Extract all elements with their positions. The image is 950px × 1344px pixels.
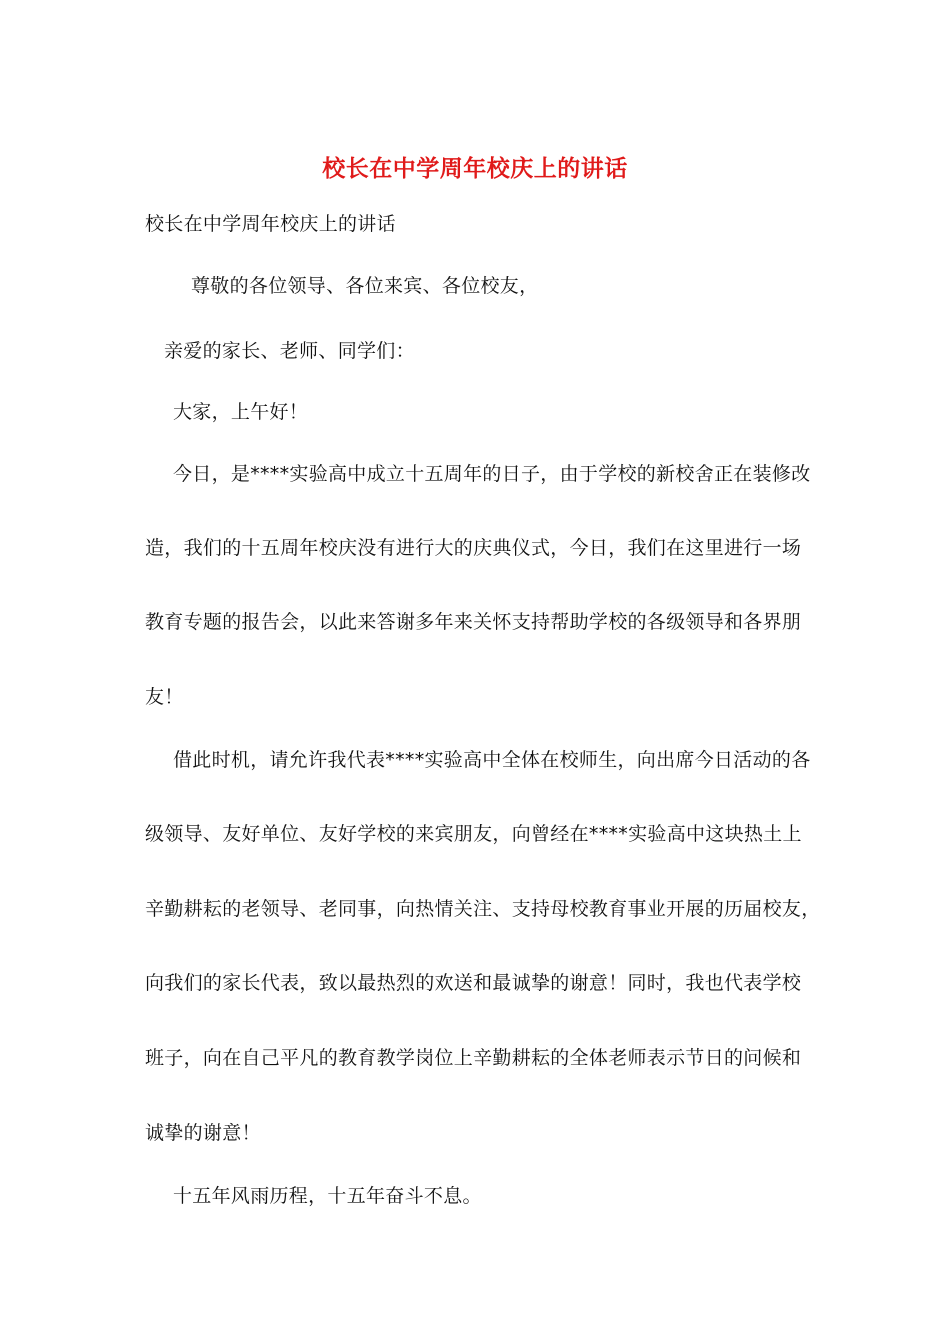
paragraph-line: 班子，向在自己平凡的教育教学岗位上辛勤耕耘的全体老师表示节日的问候和 bbox=[145, 1047, 802, 1069]
paragraph-line: 十五年风雨历程，十五年奋斗不息。 bbox=[173, 1185, 482, 1207]
paragraph-line: 教育专题的报告会，以此来答谢多年来关怀支持帮助学校的各级领导和各界朋 bbox=[145, 611, 802, 633]
paragraph-line: 辛勤耕耘的老领导、老同事，向热情关注、支持母校教育事业开展的历届校友， bbox=[145, 898, 821, 920]
salutation-line-2: 亲爱的家长、老师、同学们： bbox=[164, 340, 415, 362]
paragraph-line: 借此时机，请允许我代表****实验高中全体在校师生，向出席今日活动的各 bbox=[173, 749, 811, 771]
greeting-line: 大家，上午好！ bbox=[173, 401, 309, 423]
paragraph-line: 级领导、友好单位、友好学校的来宾朋友，向曾经在****实验高中这块热土上 bbox=[145, 823, 802, 845]
paragraph-line: 友！ bbox=[145, 686, 184, 708]
paragraph-line: 造，我们的十五周年校庆没有进行大的庆典仪式，今日，我们在这里进行一场 bbox=[145, 537, 802, 559]
paragraph-line: 向我们的家长代表，致以最热烈的欢送和最诚挚的谢意！同时，我也代表学校 bbox=[145, 972, 802, 994]
paragraph-line: 诚挚的谢意！ bbox=[145, 1122, 261, 1144]
salutation-line-1: 尊敬的各位领导、各位来宾、各位校友， bbox=[191, 275, 539, 297]
paragraph-line: 今日，是****实验高中成立十五周年的日子，由于学校的新校舍正在装修改 bbox=[173, 463, 811, 485]
document-title: 校长在中学周年校庆上的讲话 bbox=[322, 155, 628, 182]
subtitle-line: 校长在中学周年校庆上的讲话 bbox=[145, 213, 396, 235]
